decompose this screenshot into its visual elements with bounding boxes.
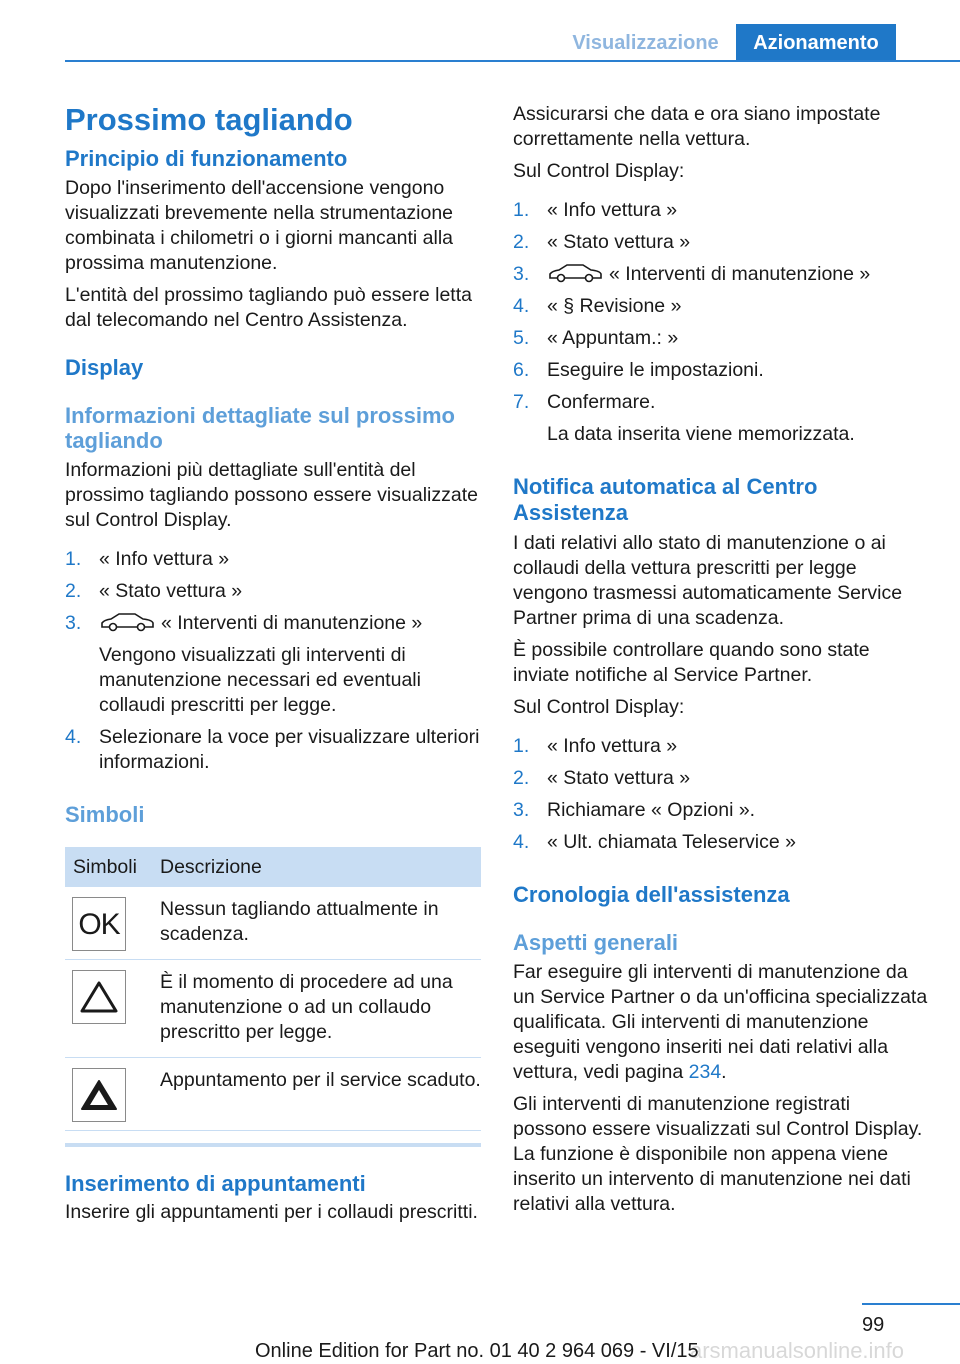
paragraph: L'entità del prossimo tagliando può essere letta dal telecomando nel Centro Assistenza.: [65, 284, 472, 331]
list-item: 2. « Stato vettura »: [65, 580, 243, 602]
table-row: [65, 1058, 481, 1131]
car-service-icon: [99, 612, 155, 632]
paragraph: Sul Control Display:: [513, 696, 685, 718]
right-column: [513, 102, 928, 1217]
list-item: 2. « Stato vettura »: [513, 231, 691, 253]
heading-informazioni: Informazioni dettagliate sul prossimo tagliando: [65, 403, 455, 453]
paragraph: Assicurarsi che data e ora siano impostate correttamente nella vettura.: [513, 103, 881, 150]
page-link[interactable]: 234: [688, 1061, 722, 1083]
list-item: 5. « Appuntam.: »: [513, 327, 679, 349]
warning-triangle-filled-icon: [72, 1068, 126, 1122]
list-item: 1. « Info vettura »: [513, 199, 678, 221]
heading-notifica: Notifica automatica al Centro Assistenza: [513, 474, 818, 525]
paragraph: È possibile controllare quando sono state inviate notifiche al Service Partner.: [513, 639, 870, 686]
description-cell: È il momento di procedere ad una manutenzione o ad un collaudo prescritto per legge.: [152, 960, 481, 1058]
list-item: 7. Confermare. La data inserita viene memorizzata.: [513, 391, 855, 445]
list-item: 4. « § Revisione »: [513, 295, 682, 317]
paragraph: Far eseguire gli interventi di manutenzione da un Service Partner o da un'officina specializzata qualificata. Gli interventi di manutenzione eseguiti vengono inseriti nei dati relativi alla vettura, vedi pagina 234.: [513, 961, 928, 1083]
heading-simboli: Simboli: [65, 802, 145, 827]
description-cell: Nessun tagliando attualmente in scadenza.: [152, 887, 481, 960]
paragraph: Sul Control Display:: [513, 160, 685, 182]
steps-list: [65, 547, 481, 775]
column-header: Descrizione: [152, 847, 481, 887]
ok-icon: OK: [72, 897, 126, 951]
tab-azionamento[interactable]: Azionamento: [736, 24, 896, 62]
watermark: arsmanualsonline.info: [690, 1338, 905, 1363]
heading-aspetti: Aspetti generali: [513, 930, 679, 955]
heading-cronologia: Cronologia dell'assistenza: [513, 882, 790, 907]
steps-list: [513, 198, 928, 447]
page-number: 99: [862, 1314, 885, 1336]
list-item: 1. « Info vettura »: [513, 735, 678, 757]
list-item: 4. « Ult. chiamata Teleservice »: [513, 831, 796, 853]
paragraph: Inserire gli appuntamenti per i collaudi prescritti.: [65, 1201, 478, 1223]
heading-inserimento: Inserimento di appuntamenti: [65, 1171, 366, 1196]
list-item: 3. « Interventi di manutenzione » Vengono visualizzati gli interventi di manutenzione necessari ed eventuali collaudi prescritti per legge.: [65, 612, 423, 716]
list-item: 4. Selezionare la voce per visualizzare ulteriori informazioni.: [65, 726, 480, 773]
table-row: [65, 887, 481, 960]
description-cell: Appuntamento per il service scaduto.: [152, 1058, 481, 1131]
car-service-icon: [547, 263, 603, 283]
heading-display: Display: [65, 355, 144, 380]
warning-triangle-icon: [72, 970, 126, 1024]
table-row: [65, 960, 481, 1058]
column-header: Simboli: [65, 847, 152, 887]
edition-text: Online Edition for Part no. 01 40 2 964 069 - VI/15: [255, 1340, 699, 1362]
paragraph: Informazioni più dettagliate sull'entità del prossimo tagliando possono essere visualizzate sul Control Display.: [65, 459, 478, 531]
footer-rule: [862, 1303, 960, 1305]
list-item: 2. « Stato vettura »: [513, 767, 691, 789]
header-rule: [65, 60, 960, 62]
heading-principio: Principio di funzionamento: [65, 146, 348, 171]
paragraph: Dopo l'inserimento dell'accensione vengono visualizzati brevemente nella strumentazione combinata i chilometri o i giorni mancanti alla prossima manutenzione.: [65, 177, 454, 274]
paragraph: I dati relativi allo stato di manutenzione o ai collaudi della vettura prescritti per legge vengono trasmessi automaticamente Service Partner prima di una scadenza.: [513, 532, 903, 629]
steps-list: [513, 734, 928, 855]
paragraph: Gli interventi di manutenzione registrati possono essere visualizzati sul Control Display. La funzione è disponibile non appena viene inserito un intervento di manutenzione nei dati relativi alla vettura.: [513, 1093, 923, 1215]
left-column: [65, 100, 481, 1225]
list-item: 3. « Interventi di manutenzione »: [513, 263, 871, 285]
symbols-table: [65, 847, 481, 1131]
list-item: 1. « Info vettura »: [65, 548, 230, 570]
list-item: 3. Richiamare « Opzioni ».: [513, 799, 756, 821]
list-item: 6. Eseguire le impostazioni.: [513, 359, 764, 381]
page-title: Prossimo tagliando: [65, 102, 353, 137]
tab-visualizzazione[interactable]: Visualizzazione: [555, 24, 736, 62]
